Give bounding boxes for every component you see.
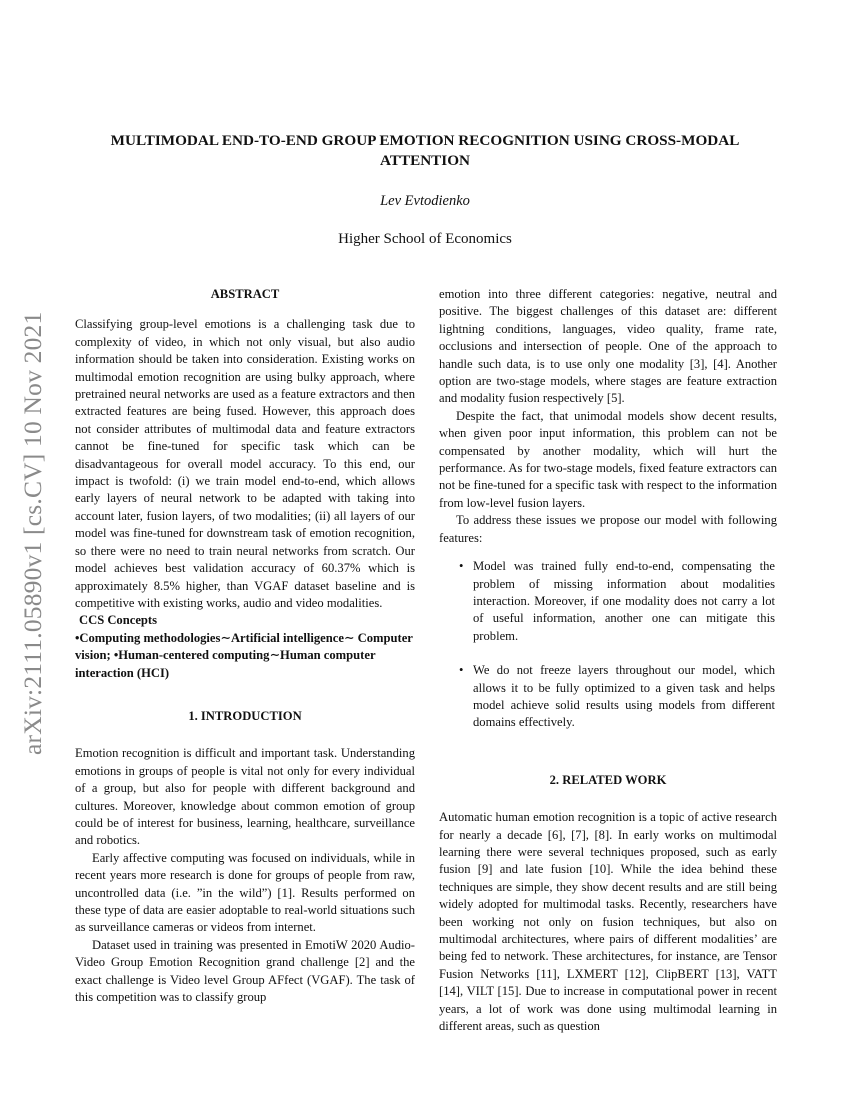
- ccs-text: •Computing methodologies∼Artificial intelligence∼ Computer vision; •Human-centered computing∼Human computer interaction (HCI): [75, 630, 413, 680]
- related-work-paragraph-1: Automatic human emotion recognition is a topic of active research for nearly a decade [6], [7], [8]. In early works on multimodal learning there were several techniques proposed, such as early fusion [9] and late fusion [10]. While the idea behind these techniques are simple, they show decent results and are still being widely adopted for multimodal tasks. Recently, researchers have been working not only on fusion techniques, but also on multimodal architectures, where pairs of different modalities’ are being fed to network. These architectures, for instance, are Tensor Fusion Networks [11], LXMERT [12], ClipBERT [13], VATT [14], VILT [15]. Due to increase in computational power in recent years, a lot of work was done using multimodal learning in different areas, such as question: [439, 810, 777, 1034]
- introduction-heading: 1. INTRODUCTION: [188, 708, 302, 723]
- intro-paragraph-5: Despite the fact, that unimodal models show decent results, when given poor input information, this problem can not be compensated by another modality, which will hurt the performance. As for two-stage models, fixed feature extractors can not be fine-tuned for a specific task with respect to the information from low-level fusion layers.: [439, 408, 777, 510]
- right-column: [439, 286, 777, 1035]
- intro-paragraph-6: To address these issues we propose our model with following features:: [439, 513, 777, 545]
- left-column: [75, 286, 415, 1006]
- abstract-text: Classifying group-level emotions is a challenging task due to complexity of video, in which not only visual, but also audio information should be taken into consideration. Existing works on multimodal emotion recognition are using bulky approach, where pretrained neural networks are used as a feature extractors and then extracted features are being fused. However, this approach does not consider attributes of multimodal data and feature extractors cannot be fine-tuned for specific task which can be disadvantageous for overall model accuracy. To this end, our impact is twofold: (i) we train model end-to-end, which allows early layers of neural network to be adapted with taking into account later, fusion layers, of two modalities; (ii) all layers of our model was fine-tuned for downstream task of emotion recognition, so there were no need to train neural networks from scratch. Our model achieves best validation accuracy of 60.37% which is approximately 8.5% higher, than VGAF dataset baseline and is competitive with existing works, audio and video modalities.: [75, 317, 415, 610]
- paper-title: [75, 131, 775, 171]
- intro-paragraph-1: Emotion recognition is difficult and important task. Understanding emotions in groups of people is vital not only for every individual of a group, but also for people with different background and cultures. Moreover, knowledge about common emotion of group could be of interest for business, learning, healthcare, surveillance and robotics.: [75, 746, 415, 848]
- intro-paragraph-2: Early affective computing was focused on individuals, while in recent years more research is done for groups of people from raw, uncontrolled data (i.e. ”in the wild”) [1]. Results performed on these type of data are easier adoptable to real-world situations such as surveillance cameras or videos from internet.: [75, 850, 415, 935]
- paper-title-line-1: MULTIMODAL END-TO-END GROUP EMOTION RECOGNITION USING CROSS-MODAL: [110, 132, 740, 149]
- intro-paragraph-3: Dataset used in training was presented in EmotiW 2020 Audio-Video Group Emotion Recognition grand challenge [2] and the exact challenge is Video level Group AFfect (VGAF). The task of this competition was to classify group: [75, 937, 415, 1005]
- ccs-heading: CCS Concepts: [79, 613, 158, 628]
- abstract-heading: ABSTRACT: [210, 287, 280, 301]
- author-name: Lev Evtodienko: [380, 193, 470, 209]
- arxiv-identifier: arXiv:2111.05890v1 [cs.CV] 10 Nov 2021: [18, 311, 47, 755]
- list-item: • Model was trained fully end-to-end, compensating the problem of missing information about modalities interaction. Moreover, if one modality does not carry a lot of useful information, another one can mitigate this problem.: [439, 558, 777, 645]
- contribution-list: [439, 558, 777, 732]
- related-work-heading: 2. RELATED WORK: [549, 772, 667, 787]
- intro-paragraph-4: emotion into three different categories: negative, neutral and positive. The biggest challenges of this dataset are: different lightning conditions, languages, video quality, frame rate, occlusions and intersection of people. One of the approach to handle such data, is to use only one modality [3], [4]. Another option are two-stage models, where stages are feature extraction and modality fusion respectively [5].: [439, 287, 777, 406]
- list-item: • We do not freeze layers throughout our model, which allows it to be fully optimized to a given task and helps model achieve solid results using models from different domains effectively.: [439, 662, 777, 732]
- affiliation: Higher School of Economics: [338, 231, 512, 247]
- paper-title-line-2: ATTENTION: [379, 152, 471, 169]
